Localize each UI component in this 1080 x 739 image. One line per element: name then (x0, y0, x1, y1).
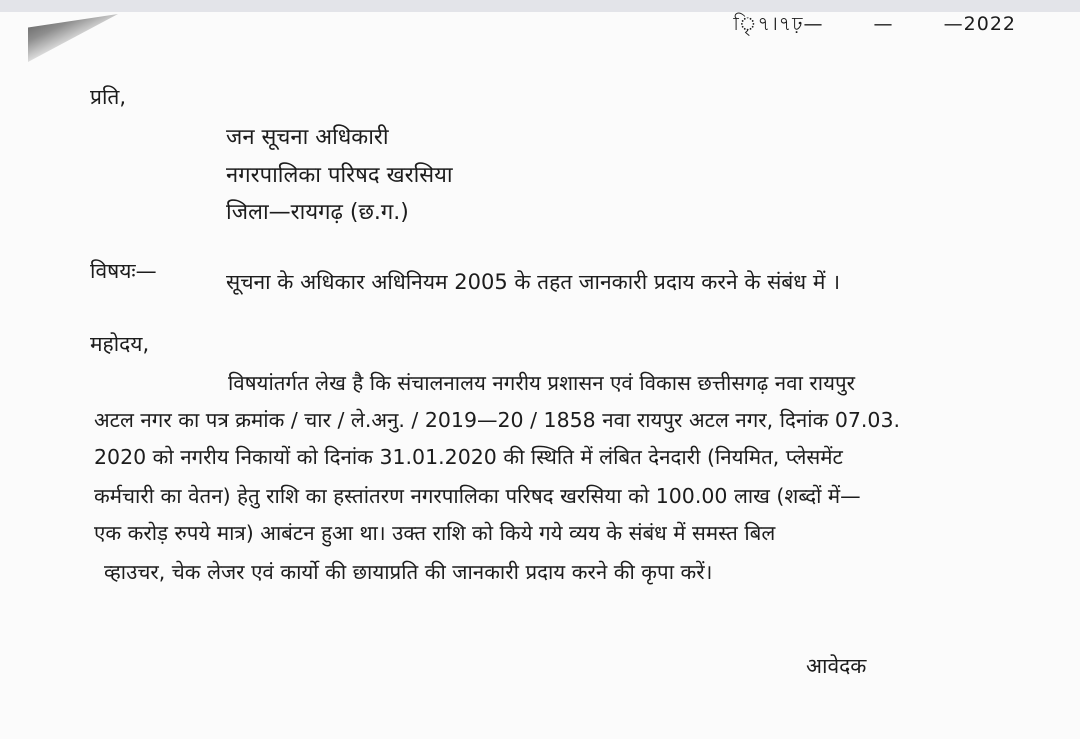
recipient-line-3: जिला—रायगढ़ (छ.ग.) (226, 200, 409, 225)
date-dash: — (873, 13, 894, 35)
recipient-line-1: जन सूचना अधिकारी (226, 125, 389, 150)
body-line-2: अटल नगर का पत्र क्रमांक / चार / ले.अनु. / 2019—20 / 1858 नवा रायपुर अटल नगर, दिनांक 07.03. (94, 408, 901, 432)
salutation: प्रति, (90, 85, 127, 109)
recipient-line-2: नगरपालिका परिषद खरसिया (226, 163, 453, 188)
body-line-6: व्हाउचर, चेक लेजर एवं कार्यो की छायाप्रति की जानकारी प्रदाय करने की कृपा करें। (104, 560, 713, 584)
body-line-4: कर्मचारी का वेतन) हेतु राशि का हस्तांतरण नगरपालिका परिषद खरसिया को 100.00 लाख (शब्दों में— (94, 484, 861, 508)
date-year: —2022 (943, 13, 1016, 35)
applicant-label: आवेदक (806, 654, 867, 678)
subject-label: विषयः— (90, 259, 157, 283)
date-line (733, 10, 1016, 42)
subject-text: सूचना के अधिकार अधिनियम 2005 के तहत जानकारी प्रदाय करने के संबंध में । (226, 270, 841, 294)
body-line-1: विषयांतर्गत लेख है कि संचालनालय नगरीय प्रशासन एवं विकास छत्तीसगढ़ नवा रायपुर (228, 371, 856, 395)
date-partial: ৃি৭।৭ঢ়— (733, 13, 824, 35)
body-line-3: 2020 को नगरीय निकायों को दिनांक 31.01.2020 की स्थिति में लंबित देनदारी (नियमित, प्लेसमेंट (94, 445, 843, 469)
body-line-5: एक करोड़ रुपये मात्र) आबंटन हुआ था। उक्त राशि को किये गये व्यय के संबंध में समस्त बिल (94, 521, 776, 545)
greeting: महोदय, (90, 332, 150, 356)
page-fold-shadow (28, 14, 118, 62)
